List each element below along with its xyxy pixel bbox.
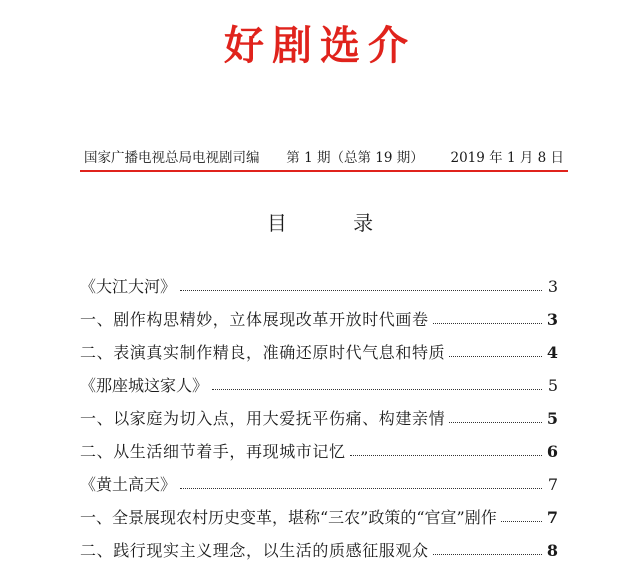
toc-entry-text: 《大江大河》 — [80, 277, 177, 296]
dot-leader — [433, 540, 542, 555]
dot-leader — [212, 375, 542, 390]
toc-entry[interactable] — [80, 408, 558, 441]
table-of-contents — [80, 276, 558, 573]
issue-number: 第 1 期（总第 19 期） — [286, 150, 424, 166]
toc-entry-page: 5 — [547, 376, 558, 395]
toc-entry-page: 3 — [546, 310, 558, 329]
dot-leader — [449, 408, 542, 423]
toc-entry-page: 6 — [546, 442, 558, 461]
toc-entry-page: 8 — [546, 541, 558, 560]
toc-heading: 目 录 — [266, 211, 404, 235]
dot-leader — [350, 441, 542, 456]
toc-entry[interactable] — [80, 474, 558, 507]
toc-entry[interactable] — [80, 276, 558, 309]
dot-leader — [180, 474, 542, 489]
issue-meta — [84, 146, 564, 166]
toc-entry-text: 《那座城这家人》 — [80, 376, 209, 395]
toc-entry-text: 二、从生活细节着手，再现城市记忆 — [80, 442, 346, 461]
toc-entry-page: 5 — [546, 409, 558, 428]
toc-entry[interactable] — [80, 540, 558, 573]
toc-entry-page: 7 — [547, 475, 558, 494]
red-divider — [80, 170, 568, 172]
toc-entry-page: 3 — [547, 277, 558, 296]
publisher: 国家广播电视总局电视剧司编 — [84, 150, 260, 166]
masthead-title: 好剧选介 — [224, 23, 416, 69]
toc-entry-text: 二、表演真实制作精良，准确还原时代气息和特质 — [80, 343, 446, 362]
toc-entry-text: 二、践行现实主义理念，以生活的质感征服观众 — [80, 541, 429, 560]
dot-leader — [449, 342, 542, 357]
toc-entry-page: 4 — [546, 343, 558, 362]
toc-entry-text: 一、全景展现农村历史变革，堪称“三农”政策的“官宣”剧作 — [80, 508, 497, 527]
toc-entry[interactable] — [80, 507, 558, 540]
dot-leader — [501, 507, 542, 522]
toc-entry[interactable] — [80, 375, 558, 408]
toc-entry[interactable] — [80, 309, 558, 342]
dot-leader — [433, 309, 542, 324]
toc-entry[interactable] — [80, 342, 558, 375]
issue-date: 2019 年 1 月 8 日 — [450, 150, 564, 166]
dot-leader — [180, 276, 542, 291]
toc-entry-text: 一、以家庭为切入点，用大爱抚平伤痛、构建亲情 — [80, 409, 446, 428]
toc-entry-text: 一、剧作构思精妙，立体展现改革开放时代画卷 — [80, 310, 429, 329]
toc-entry-text: 《黄土高天》 — [80, 475, 177, 494]
toc-entry-page: 7 — [546, 508, 558, 527]
toc-entry[interactable] — [80, 441, 558, 474]
